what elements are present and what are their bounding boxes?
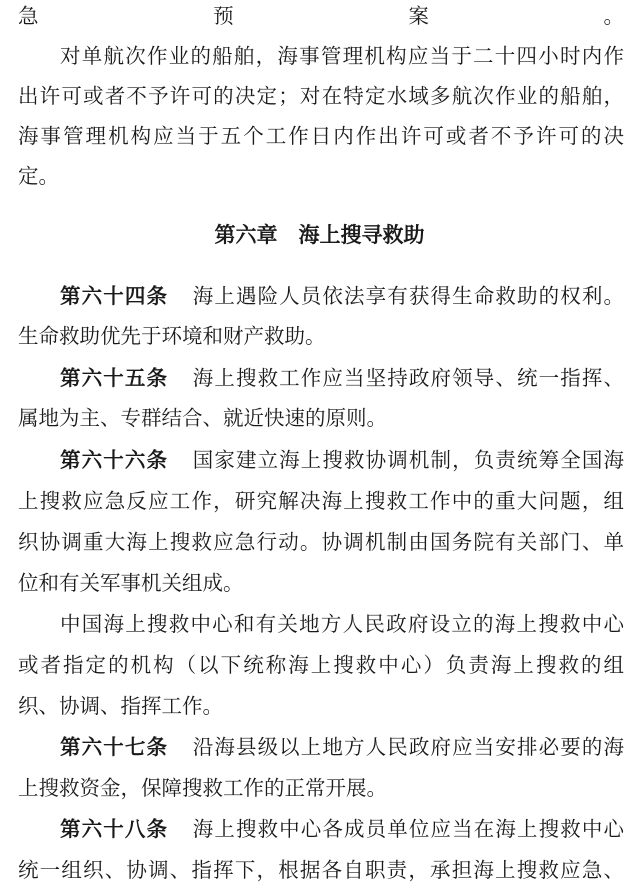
article-first-line [60,276,624,316]
article-first-line [60,358,624,398]
article-heading: 第六十六条 [60,448,169,472]
text-line: 对单航次作业的船舶，海事管理机构应当于二十四小时内作 [60,44,624,68]
text-segment: 急预案。 [18,4,624,28]
text-line: 海事管理机构应当于五个工作日内作出许可或者不予许可的决 [18,124,624,148]
article-first-line [60,727,624,767]
text-line: 织协调重大海上搜救应急行动。协调机制由国务院有关部门、单 [18,530,624,554]
text-line: 织、协调、指挥工作。 [18,694,223,718]
text-line: 生命救助优先于环境和财产救助。 [18,324,326,348]
chapter-title: 第六章 海上搜寻救助 [214,223,425,247]
text-line [18,0,624,36]
article-text: 沿海县级以上地方人民政府应当安排必要的海 [192,735,624,759]
text-line: 中国海上搜救中心和有关地方人民政府设立的海上搜救中心 [60,612,624,636]
text-line: 或者指定的机构（以下统称海上搜救中心）负责海上搜救的组 [18,653,624,677]
article-heading: 第六十八条 [60,817,169,841]
article-text: 海上搜救中心各成员单位应当在海上搜救中心 [192,817,624,841]
article-text: 海上遇险人员依法享有获得生命救助的权利。 [192,284,624,308]
article-heading: 第六十五条 [60,366,169,390]
article-first-line [60,809,624,849]
article-first-line [60,440,624,480]
article-heading: 第六十七条 [60,735,169,759]
article-text: 海上搜救工作应当坚持政府领导、统一指挥、 [192,366,624,390]
text-line: 统一组织、协调、指挥下，根据各自职责，承担海上搜救应急、 [18,858,624,882]
text-line: 上搜救应急反应工作，研究解决海上搜救工作中的重大问题，组 [18,489,624,513]
text-line: 上搜救资金，保障搜救工作的正常开展。 [18,776,387,800]
text-line: 出许可或者不予许可的决定；对在特定水域多航次作业的船舶， [18,84,624,108]
article-text: 国家建立海上搜救协调机制，负责统筹全国海 [192,448,624,472]
article-heading: 第六十四条 [60,284,169,308]
text-line: 位和有关军事机关组成。 [18,571,244,595]
text-line: 属地为主、专群结合、就近快速的原则。 [18,406,387,430]
text-line: 定。 [18,164,59,188]
